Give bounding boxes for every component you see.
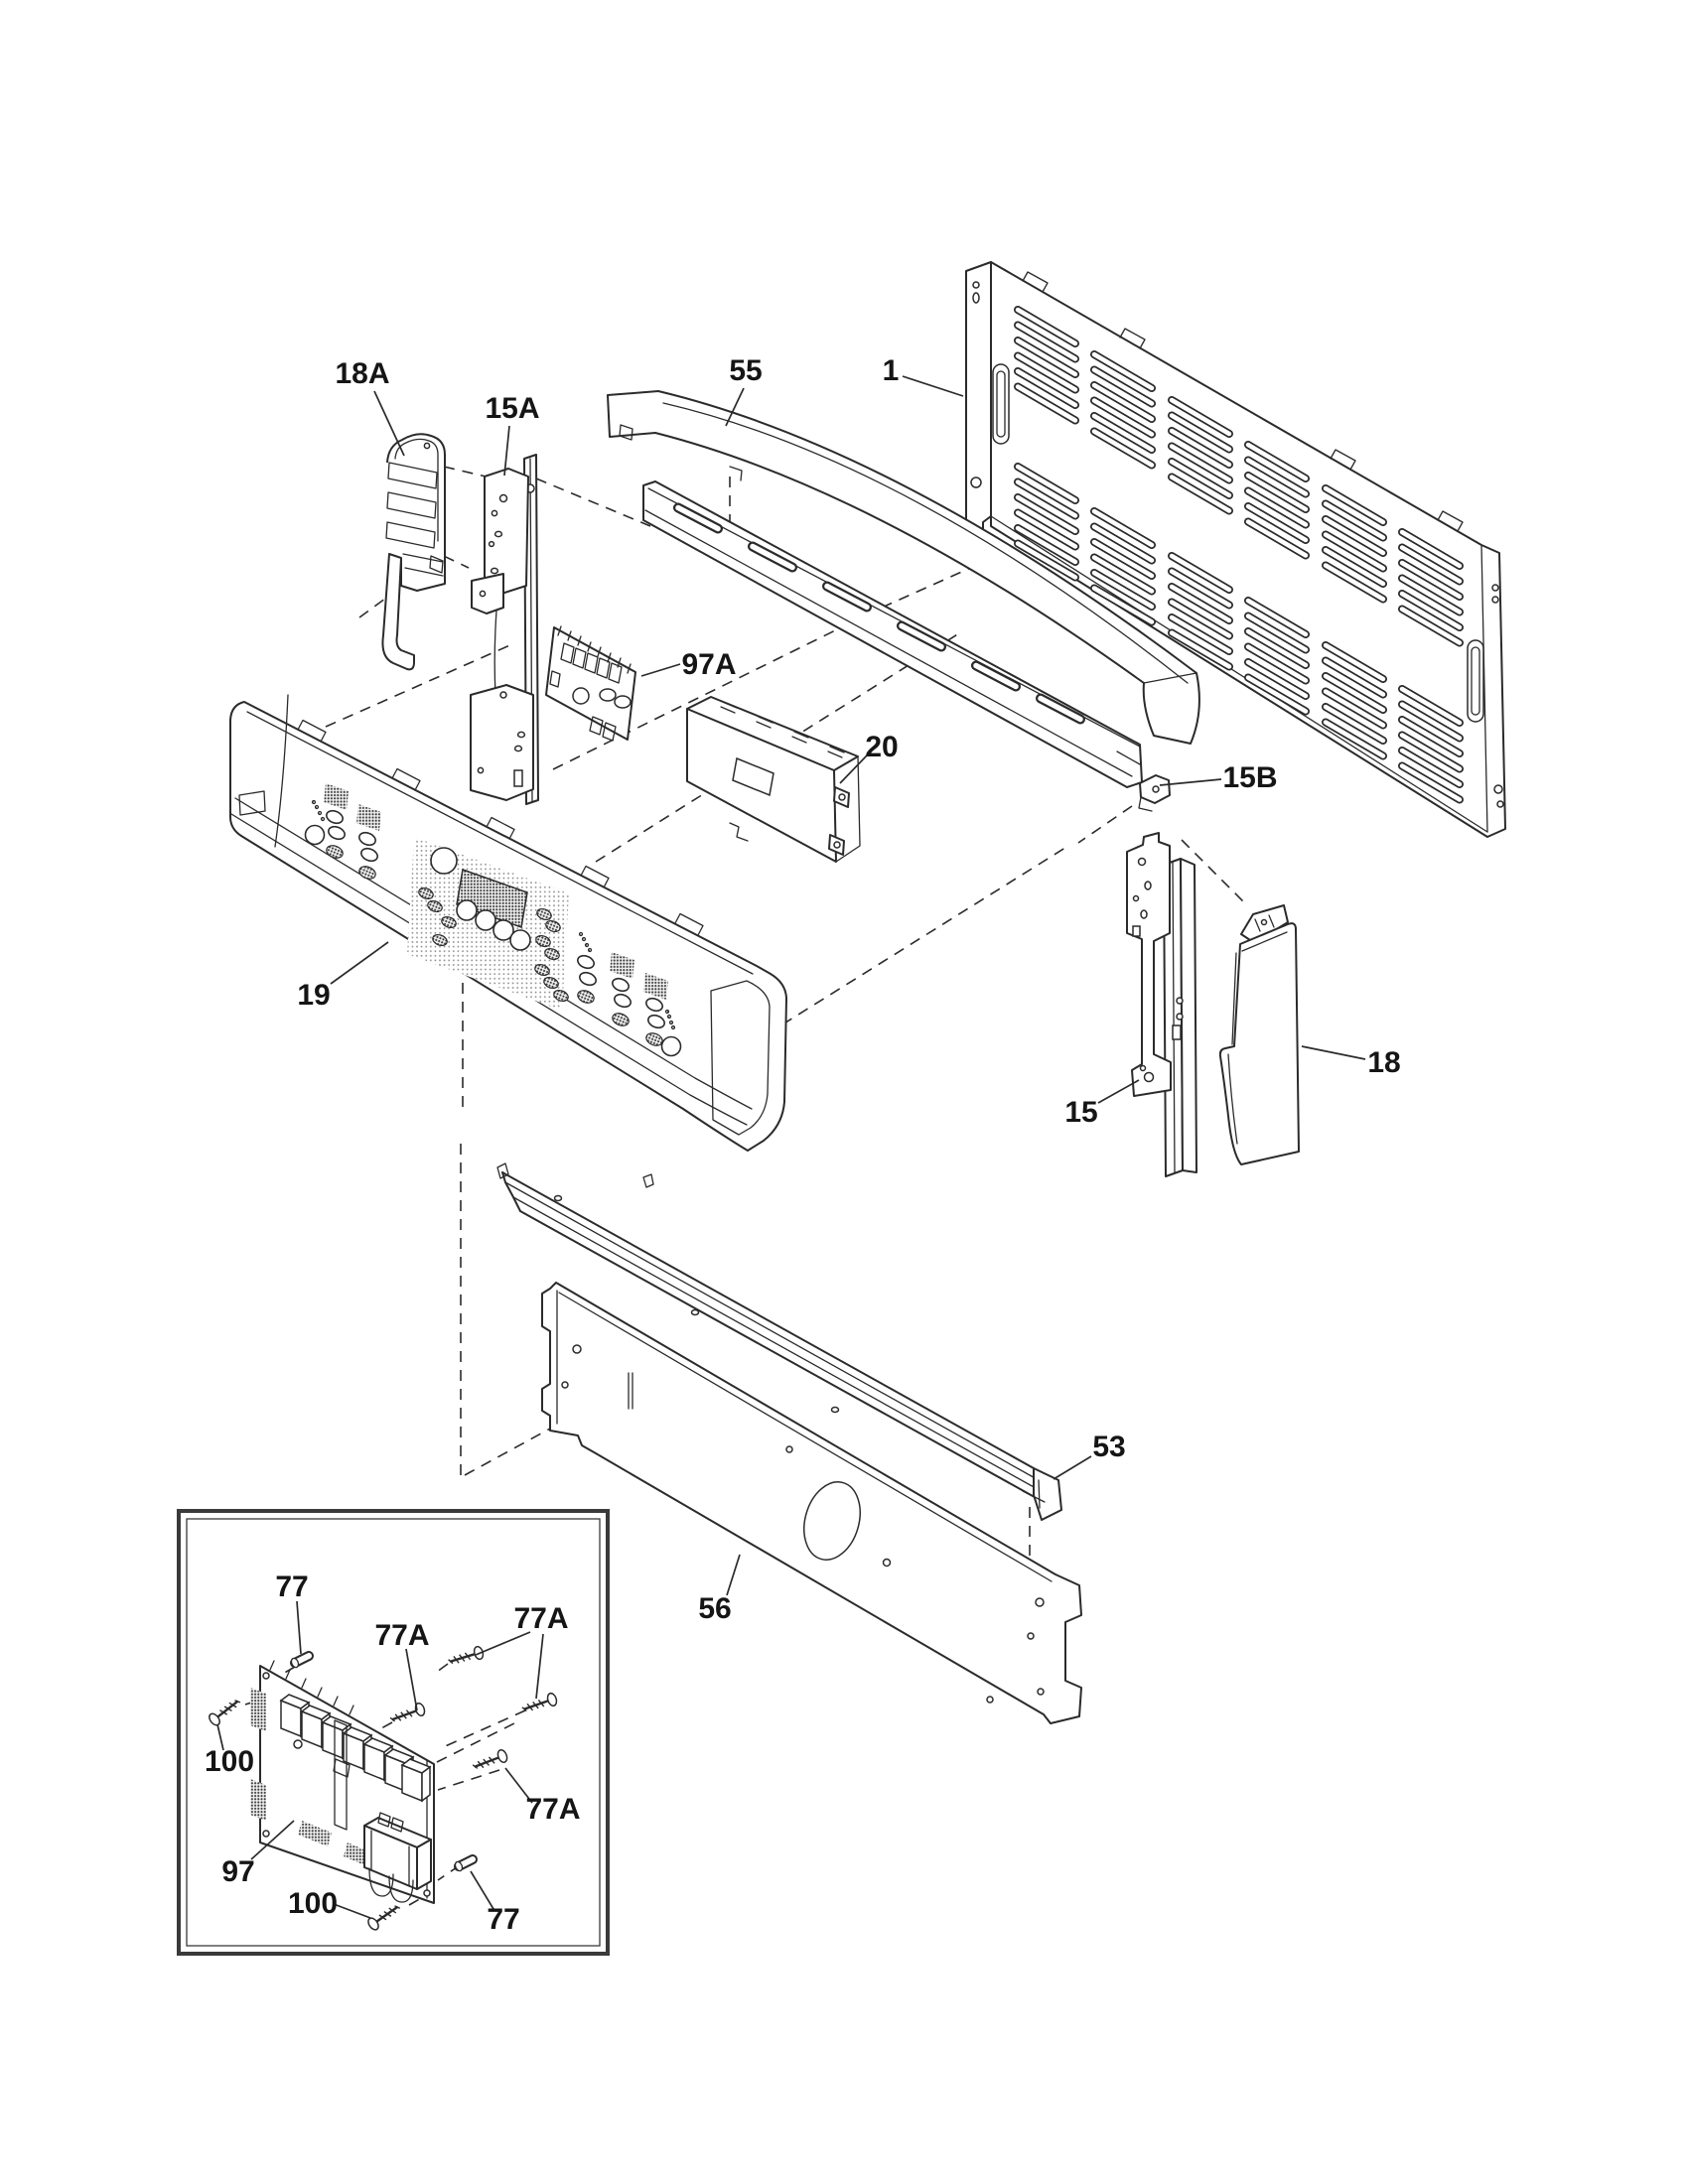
callout-53: 53 xyxy=(1092,1431,1126,1463)
callout-55: 55 xyxy=(729,354,763,387)
callout-15A: 15A xyxy=(485,392,540,425)
callout-77A-right: 77A xyxy=(513,1602,569,1635)
callout-19: 19 xyxy=(297,979,331,1012)
part-circuit-board-97A xyxy=(546,626,635,741)
callout-97: 97 xyxy=(221,1855,255,1888)
callout-18A: 18A xyxy=(335,357,390,390)
part-clip-bracket-15B xyxy=(1139,775,1170,811)
callout-100-left: 100 xyxy=(204,1745,255,1778)
callout-20: 20 xyxy=(865,731,899,763)
callout-77-top: 77 xyxy=(275,1570,309,1603)
callout-77A-lower: 77A xyxy=(525,1793,581,1826)
callout-56: 56 xyxy=(698,1592,732,1625)
callout-97A: 97A xyxy=(681,648,737,681)
part-control-module-20 xyxy=(687,697,860,862)
part-rear-vent-panel-1 xyxy=(966,262,1505,837)
callout-15: 15 xyxy=(1064,1096,1098,1129)
callout-1: 1 xyxy=(882,354,900,387)
part-support-panel-56 xyxy=(542,1283,1081,1723)
part-bracket-15A xyxy=(471,455,538,804)
part-end-cap-18 xyxy=(1220,905,1299,1164)
callout-77-bottom: 77 xyxy=(487,1903,520,1936)
part-end-cap-18A xyxy=(382,434,445,669)
part-bracket-right-15 xyxy=(1127,833,1196,1176)
callout-100-bottom: 100 xyxy=(287,1887,339,1920)
callout-77A-mid: 77A xyxy=(374,1619,430,1652)
callout-18: 18 xyxy=(1367,1046,1401,1079)
callout-15B: 15B xyxy=(1222,761,1278,794)
